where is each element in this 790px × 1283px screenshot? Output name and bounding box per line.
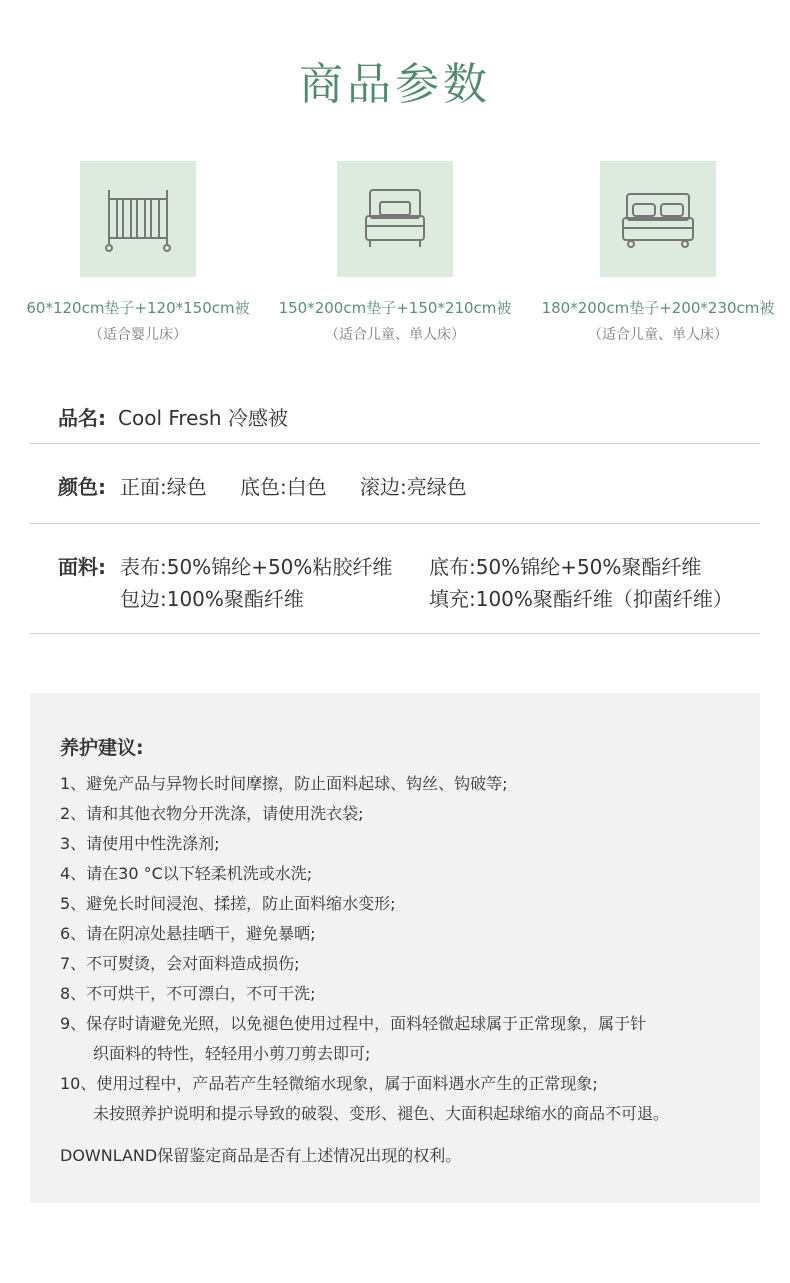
param-row-fabric <box>30 524 760 634</box>
size-single <box>260 161 530 344</box>
fabric-surface: 表布:50%锦纶+50%粘胶纤维 <box>120 555 393 579</box>
list-item: 7、不可熨烫，会对面料造成损伤; <box>60 954 300 973</box>
fabric-fill: 填充:100%聚酯纤维（抑菌纤维） <box>429 587 733 611</box>
list-item: 2、请和其他衣物分开洗涤，请使用洗衣袋; <box>60 804 364 823</box>
care-section <box>30 693 760 1203</box>
size-spec: 150*200cm垫子+150*210cm被 <box>278 299 512 317</box>
list-item: 8、不可烘干，不可漂白，不可干洗; <box>60 984 316 1003</box>
size-spec: 180*200cm垫子+200*230cm被 <box>541 299 775 317</box>
param-row-name <box>30 392 760 444</box>
color-edge: 滚边:亮绿色 <box>360 475 467 499</box>
param-value: Cool Fresh 冷感被 <box>118 406 288 430</box>
list-item: 1、避免产品与异物长时间摩擦，防止面料起球、钩丝、钩破等; <box>60 774 508 793</box>
crib-icon <box>80 161 196 277</box>
care-footer: DOWNLAND保留鉴定商品是否有上述情况出现的权利。 <box>60 1146 462 1165</box>
size-crib <box>3 161 273 344</box>
list-item: 10、使用过程中，产品若产生轻微缩水现象，属于面料遇水产生的正常现象; 未按照养护说明和提示导致的破裂、变形、褪色、大面积起球缩水的商品不可退。 <box>60 1074 670 1123</box>
param-label: 品名: <box>58 406 106 430</box>
care-heading: 养护建议: <box>60 737 144 759</box>
list-item: 5、避免长时间浸泡、揉搓，防止面料缩水变形; <box>60 894 396 913</box>
size-suitable: （适合婴儿床） <box>89 327 187 343</box>
care-list <box>60 769 750 1129</box>
size-suitable: （适合儿童、单人床） <box>325 327 465 343</box>
list-item: 4、请在30 °C以下轻柔机洗或水洗; <box>60 864 313 883</box>
fabric-base: 底布:50%锦纶+50%聚酯纤维 <box>429 555 702 579</box>
param-row-color <box>30 444 760 524</box>
size-spec: 60*120cm垫子+120*150cm被 <box>26 299 250 317</box>
param-label: 面料: <box>58 555 106 579</box>
list-item: 9、保存时请避免光照，以免褪色使用过程中，面料轻微起球属于正常现象，属于针 织面料的特性，轻轻用小剪刀剪去即可; <box>60 1014 647 1063</box>
size-double <box>523 161 790 344</box>
size-suitable: （适合儿童、单人床） <box>588 327 728 343</box>
list-item: 6、请在阴凉处悬挂晒干，避免暴晒; <box>60 924 316 943</box>
color-bottom: 底色:白色 <box>240 475 327 499</box>
list-item: 3、请使用中性洗涤剂; <box>60 834 220 853</box>
single-bed-icon <box>337 161 453 277</box>
color-front: 正面:绿色 <box>120 475 207 499</box>
param-label: 颜色: <box>58 475 106 499</box>
size-options <box>0 161 790 351</box>
double-bed-icon <box>600 161 716 277</box>
page-title: 商品参数 <box>299 59 491 110</box>
fabric-edge: 包边:100%聚酯纤维 <box>120 587 304 611</box>
